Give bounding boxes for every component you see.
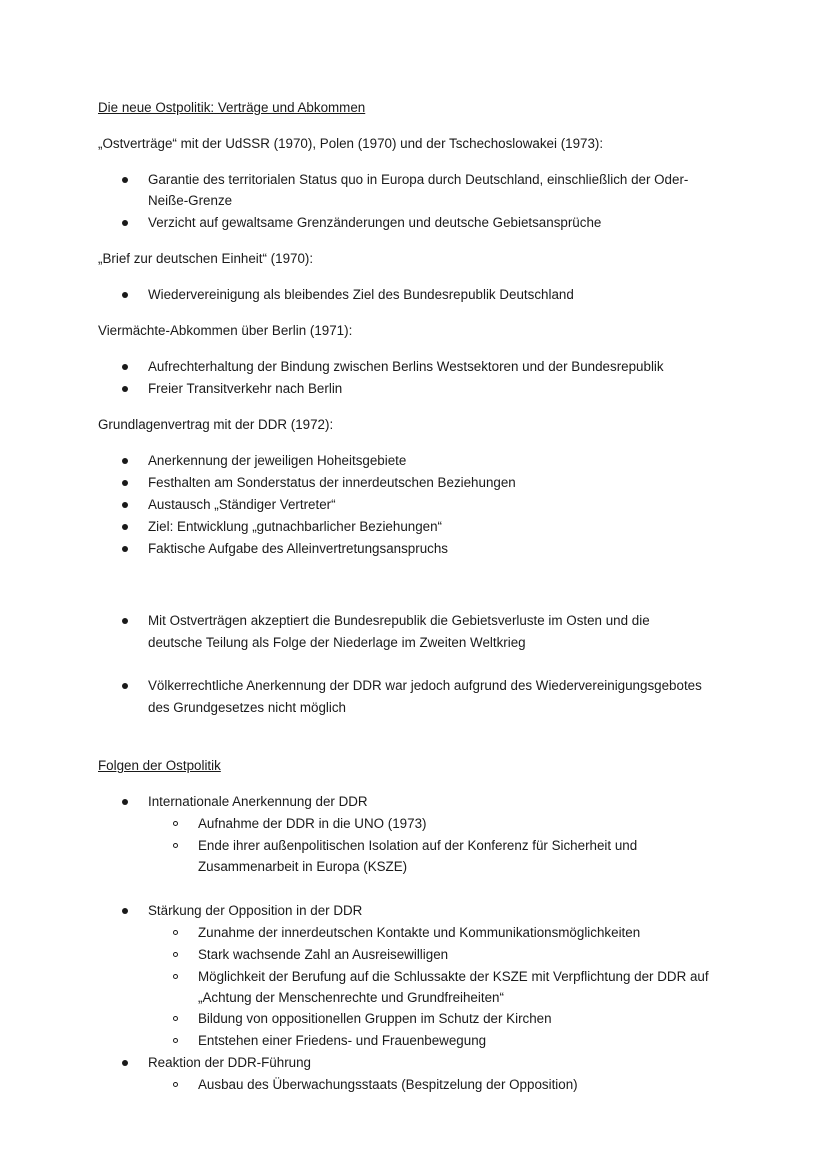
list-item: Stärkung der Opposition in der DDR	[148, 903, 363, 918]
bullet-dot	[122, 546, 128, 552]
sub-list-item: Entstehen einer Friedens- und Frauenbewegung	[198, 1033, 487, 1048]
bullet-dot	[122, 524, 128, 530]
intro-brief: „Brief zur deutschen Einheit“ (1970):	[98, 251, 314, 266]
list-item: Aufrechterhaltung der Bindung zwischen Berlins Westsektoren und der Bundesrepublik	[148, 359, 664, 374]
list-item: Anerkennung der jeweiligen Hoheitsgebiete	[148, 453, 407, 468]
sub-bullet-circle	[173, 821, 178, 826]
bullet-dot	[122, 386, 128, 392]
sub-bullet-circle	[173, 952, 178, 957]
bullet-dot	[122, 1060, 128, 1066]
bullet-dot	[122, 799, 128, 805]
list-item: Wiedervereinigung als bleibendes Ziel des Bundesrepublik Deutschland	[148, 287, 574, 302]
intro-ostvertraege: „Ostverträge“ mit der UdSSR (1970), Polen (1970) und der Tschechoslowakei (1973):	[98, 136, 604, 151]
sub-bullet-circle	[173, 1038, 178, 1043]
section-heading-folgen: Folgen der Ostpolitik	[98, 758, 221, 773]
list-item: Ziel: Entwicklung „gutnachbarlicher Beziehungen“	[148, 519, 443, 534]
list-item: Internationale Anerkennung der DDR	[148, 794, 368, 809]
summary-item-continuation: des Grundgesetzes nicht möglich	[148, 700, 346, 715]
list-item: Freier Transitverkehr nach Berlin	[148, 381, 343, 396]
sub-list-item: Bildung von oppositionellen Gruppen im Schutz der Kirchen	[198, 1011, 552, 1026]
sub-bullet-circle	[173, 843, 178, 848]
list-item: Garantie des territorialen Status quo in Europa durch Deutschland, einschließlich der Oder-	[148, 172, 689, 187]
list-item: Verzicht auf gewaltsame Grenzänderungen und deutsche Gebietsansprüche	[148, 215, 602, 230]
section-heading-ostpolitik: Die neue Ostpolitik: Verträge und Abkommen	[98, 100, 366, 115]
intro-grundlagenvertrag: Grundlagenvertrag mit der DDR (1972):	[98, 417, 334, 432]
bullet-dot	[122, 177, 128, 183]
sub-bullet-circle	[173, 930, 178, 935]
bullet-dot	[122, 364, 128, 370]
bullet-dot	[122, 683, 128, 689]
bullet-dot	[122, 292, 128, 298]
bullet-dot	[122, 220, 128, 226]
list-item-continuation: Neiße-Grenze	[148, 193, 233, 208]
bullet-dot	[122, 458, 128, 464]
sub-list-item: Möglichkeit der Berufung auf die Schlussakte der KSZE mit Verpflichtung der DDR auf	[198, 969, 709, 984]
intro-viermaechte: Viermächte-Abkommen über Berlin (1971):	[98, 323, 353, 338]
bullet-dot	[122, 618, 128, 624]
summary-item: Völkerrechtliche Anerkennung der DDR war jedoch aufgrund des Wiedervereinigungsgebotes	[148, 678, 702, 693]
bullet-dot	[122, 480, 128, 486]
bullet-dot	[122, 908, 128, 914]
summary-item: Mit Ostverträgen akzeptiert die Bundesrepublik die Gebietsverluste im Osten und die	[148, 613, 650, 628]
sub-list-item: Zunahme der innerdeutschen Kontakte und Kommunikationsmöglichkeiten	[198, 925, 641, 940]
sub-list-item: Stark wachsende Zahl an Ausreisewilligen	[198, 947, 449, 962]
list-item: Festhalten am Sonderstatus der innerdeutschen Beziehungen	[148, 475, 516, 490]
bullet-dot	[122, 502, 128, 508]
sub-bullet-circle	[173, 1082, 178, 1087]
sub-list-item: Ausbau des Überwachungsstaats (Bespitzelung der Opposition)	[198, 1077, 578, 1092]
sub-list-item: Aufnahme der DDR in die UNO (1973)	[198, 816, 427, 831]
list-item: Reaktion der DDR-Führung	[148, 1055, 311, 1070]
list-item: Faktische Aufgabe des Alleinvertretungsanspruchs	[148, 541, 448, 556]
sub-bullet-circle	[173, 1016, 178, 1021]
sub-bullet-circle	[173, 974, 178, 979]
summary-item-continuation: deutsche Teilung als Folge der Niederlage im Zweiten Weltkrieg	[148, 635, 526, 650]
sub-list-item-continuation: „Achtung der Menschenrechte und Grundfreiheiten“	[198, 990, 504, 1005]
list-item: Austausch „Ständiger Vertreter“	[148, 497, 336, 512]
sub-list-item-continuation: Zusammenarbeit in Europa (KSZE)	[198, 859, 408, 874]
sub-list-item: Ende ihrer außenpolitischen Isolation auf der Konferenz für Sicherheit und	[198, 838, 638, 853]
